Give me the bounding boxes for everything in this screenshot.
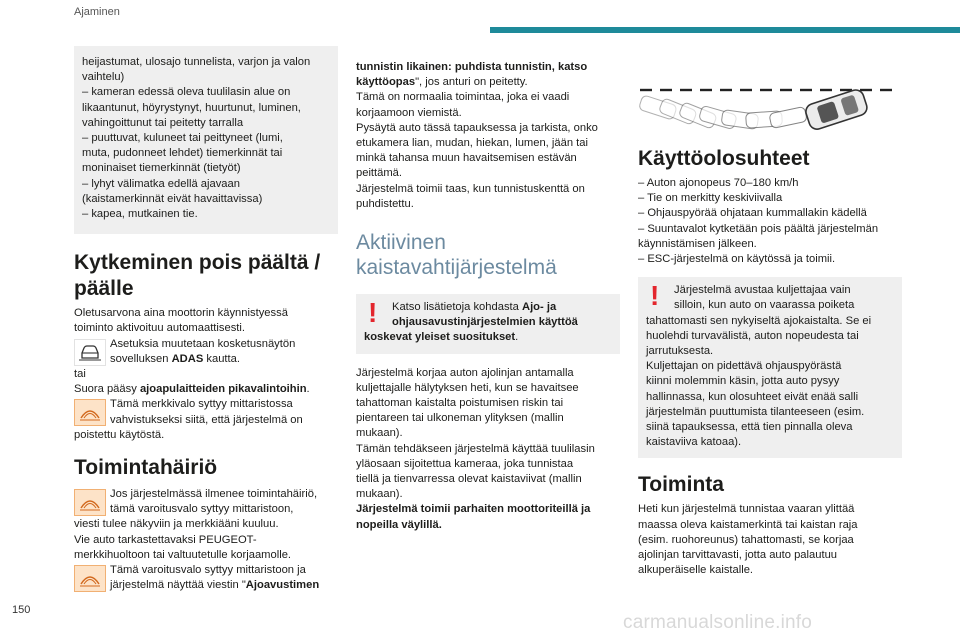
- operating-conditions-heading: Käyttöolosuhteet: [638, 147, 810, 170]
- condition-item: – ESC-järjestelmä on käytössä ja toimii.: [638, 253, 836, 266]
- deactivated-indicator-row: Tämä merkkivalo syttyy mittaristossa vahvistukseksi siitä, että järjestelmä on poistettu käytöstä.: [74, 398, 303, 441]
- box-line: muta, pudonneet lehdet) tiemerkinnät tai: [82, 147, 283, 160]
- paragraph: puhdistettu.: [356, 197, 414, 210]
- paragraph: pientareen tai ulkoneman ylityksen (mallin: [356, 412, 564, 425]
- paragraph: peittämä.: [356, 167, 403, 180]
- paragraph: minkä tahansa muun havaitsemisen estävän: [356, 152, 577, 165]
- paragraph: yläosaan sijoitettua kameraa, joka tunnistaa: [356, 457, 574, 470]
- paragraph: Tämän tehdäkseen järjestelmä käyttää tuulilasin: [356, 442, 595, 455]
- page-number: 150: [12, 604, 31, 616]
- driver-warning-box: ! Järjestelmä avustaa kuljettajaa vain silloin, kun auto on vaarassa poiketa tahattomasti sen nykyiseltä ajokaistalta. Se ei huolehdi turvavälistä, auton nopeudesta tai jarrutuksesta. Kuljettajan on pidettävä ohjauspyörästä kiinni molemmin käsin, jotta auto pysyy hallinnassa, kun olosuhteet eivät enää salli järjestelmän puuttumista tilanteeseen (esim. siinä tapauksessa, että tien pinnalla oleva kaistaviiva katoaa).: [638, 277, 902, 458]
- paragraph: Oletusarvona aina moottorin käynnistyessä: [74, 307, 288, 320]
- column-middle: [356, 60, 620, 533]
- function-heading: Toiminta: [638, 473, 724, 497]
- paragraph: mukaan).: [356, 427, 403, 440]
- paragraph: Järjestelmä korjaa auton ajolinjan antamalla: [356, 366, 574, 379]
- condition-item: käynnistämisen jälkeen.: [638, 237, 757, 250]
- box-line: heijastumat, ulosajo tunnelista, varjon ja valon: [82, 56, 311, 68]
- malfunction-row-2: Tämä varoitusvalo syttyy mittaristoon ja järjestelmä näyttää viestin "Ajoavustimen: [74, 563, 338, 593]
- paragraph: alkuperäiselle kaistalle.: [638, 564, 754, 577]
- box-line: – lyhyt välimatka edellä ajavaan: [82, 177, 240, 190]
- paragraph: (esim. ruohoreunus) tahattomasti, se korjaa: [638, 533, 854, 546]
- paragraph: Tämä on normaalia toimintaa, joka ei vaadi: [356, 91, 570, 104]
- lane-warning-icon: [74, 399, 106, 426]
- condition-item: – Tie on merkitty keskiviivalla: [638, 192, 783, 205]
- continued-text: käyttöopas", jos anturi on peitetty.: [356, 76, 528, 89]
- continued-text: tunnistin likainen: puhdista tunnistin, katso: [356, 61, 588, 73]
- bold-note: nopeilla väylillä.: [356, 518, 442, 531]
- paragraph: korjaamoon viemistä.: [356, 106, 462, 119]
- paragraph: toiminto aktivoituu automaattisesti.: [74, 322, 246, 335]
- paragraph: tiellä ja tienvarressa olevat kaistaviivat (mallin: [356, 473, 582, 486]
- header-accent-bar: [490, 27, 960, 33]
- warning-exclamation-icon: !: [368, 297, 378, 329]
- adas-settings-row: Asetuksia muutetaan kosketusnäytön sovelluksen ADAS kautta.: [74, 337, 338, 367]
- conditions-box: [74, 46, 338, 234]
- paragraph: ajolinjan tarvittavasti, jotta auto palautuu: [638, 549, 838, 562]
- box-line: likaantunut, höyrystynyt, huurtunut, luminen,: [82, 101, 301, 114]
- toggle-heading: Kytkeminen pois päältä / päälle: [74, 251, 321, 301]
- bold-note: Järjestelmä toimii parhaiten moottoriteillä ja: [356, 503, 591, 516]
- paragraph: etukamera lian, mudan, hiekan, lumen, jään tai: [356, 137, 588, 150]
- watermark: carmanualsonline.info: [623, 612, 813, 633]
- car-icon: [74, 339, 106, 366]
- warning-exclamation-icon: !: [650, 280, 660, 312]
- box-line: – kameran edessä oleva tuulilasin alue on: [82, 86, 291, 99]
- box-line: – puuttuvat, kuluneet tai peittyneet (lumi,: [82, 132, 283, 145]
- or-text: tai: [74, 368, 86, 381]
- box-line: moninaiset tiemerkinnät (tietyöt): [82, 162, 241, 175]
- box-line: (kaistamerkinnät eivät havaittavissa): [82, 192, 263, 205]
- condition-item: – Suuntavalot kytketään pois päältä järjestelmän: [638, 222, 879, 235]
- box-line: vaihtelu): [82, 71, 125, 84]
- condition-item: – Auton ajonopeus 70–180 km/h: [638, 177, 799, 189]
- box-line: vahingoittunut tai peitetty tarralla: [82, 116, 244, 129]
- shortcut-text: Suora pääsy ajoapulaitteiden pikavalintoihin.: [74, 383, 310, 396]
- lane-keeping-illustration: [638, 82, 902, 142]
- running-header: Ajaminen: [74, 6, 120, 18]
- column-left: [74, 46, 338, 593]
- paragraph: tahattoman kaistalta poistumisen riskin tai: [356, 397, 564, 410]
- box-line: – kapea, mutkainen tie.: [82, 208, 198, 221]
- malfunction-row: Jos järjestelmässä ilmenee toimintahäiriö, tämä varoitusvalo syttyy mittaristoon, viesti tulee näkyviin ja merkkiääni kuuluu. Vie auto tarkastettavaksi PEUGEOT- merkkihuoltoon tai valtuutetulle korjaamolle.: [74, 488, 318, 561]
- paragraph: kuljettajalle hälytyksen heti, kun se havaitsee: [356, 381, 579, 394]
- paragraph: mukaan).: [356, 488, 403, 501]
- lane-warning-icon: [74, 565, 106, 592]
- paragraph: Järjestelmä toimii taas, kun tunnistuskenttä on: [356, 182, 585, 195]
- paragraph: Heti kun järjestelmä tunnistaa vaaran ylittää: [638, 503, 855, 516]
- lka-heading: Aktiivinen kaistavahtijärjestelmä: [356, 231, 557, 280]
- malfunction-heading: Toimintahäiriö: [74, 456, 218, 480]
- column-right: [638, 146, 902, 578]
- condition-item: – Ohjauspyörää ohjataan kummallakin kädellä: [638, 207, 867, 220]
- paragraph: maassa oleva kaistamerkintä tai kaistan raja: [638, 518, 858, 531]
- see-also-note: ! Katso lisätietoja kohdasta Ajo- ja ohjausavustinjärjestelmien käyttöä koskevat yleiset suositukset.: [356, 294, 620, 354]
- lane-warning-icon: [74, 489, 106, 516]
- paragraph: Pysäytä auto tässä tapauksessa ja tarkista, onko: [356, 121, 598, 134]
